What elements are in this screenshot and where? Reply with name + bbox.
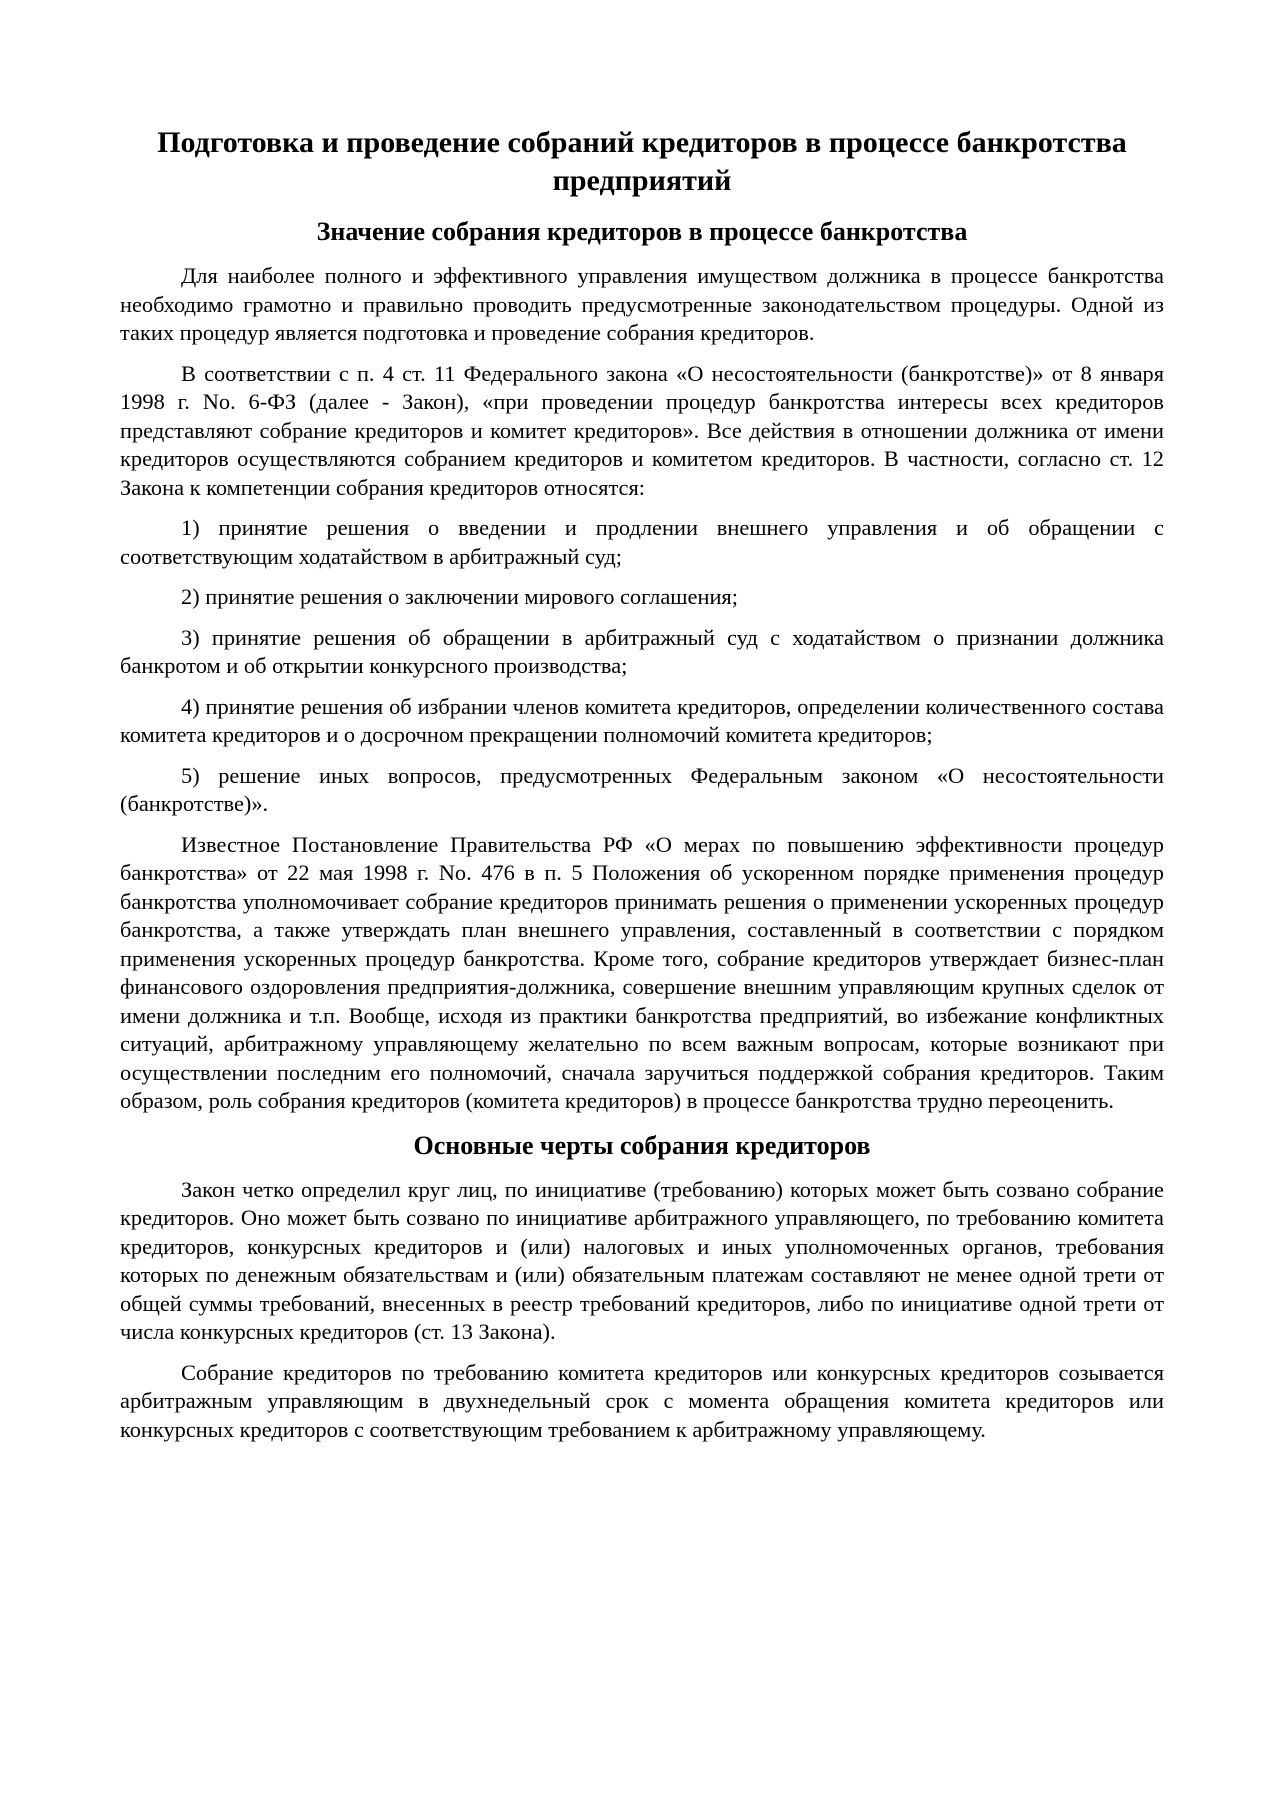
section-heading-main-features: Основные черты собрания кредиторов	[413, 1130, 871, 1160]
paragraph: Собрание кредиторов по требованию комитета кредиторов или конкурсных кредиторов созывается арбитражным управляющим в двухнедельный срок с момента обращения комитета кредиторов или конкурсных кредиторов с соответствующим требованием к арбитражному управляющему.	[120, 1359, 1164, 1442]
list-item: 1) принятие решения о введении и продлении внешнего управления и об обращении с соответствующим ходатайством в арбитражный суд;	[120, 515, 1164, 569]
list-item: 3) принятие решения об обращении в арбитражный суд с ходатайством о признании должника банкротом и об открытии конкурсного производства;	[120, 624, 1164, 678]
paragraph: В соответствии с п. 4 ст. 11 Федерального закона «О несостоятельности (банкротстве)» от 8 января 1998 г. No. 6-ФЗ (далее - Закон), «при проведении процедур банкротства интересы всех кредиторов представляют собрание кредиторов и комитет кредиторов». Все действия в отношении должника от имени кредиторов осуществляются собранием кредиторов и комитетом кредиторов. В частности, согласно ст. 12 Закона к компетенции собрания кредиторов относятся:	[120, 360, 1164, 500]
list-item: 2) принятие решения о заключении мирового соглашения;	[181, 584, 738, 609]
section-heading-significance: Значение собрания кредиторов в процессе банкротства	[316, 217, 968, 246]
paragraph: Известное Постановление Правительства РФ «О мерах по повышению эффективности процедур банкротства» от 22 мая 1998 г. No. 476 в п. 5 Положения об ускоренном порядке применения процедур банкротства уполномочивает собрание кредиторов принимать решения о применении ускоренных процедур банкротства, а также утверждать план внешнего управления, составленный в соответствии с порядком применения ускоренных процедур банкротства. Кроме того, собрание кредиторов утверждает бизнес-план финансового оздоровления предприятия-должника, совершение внешним управляющим крупных сделок от имени должника и т.п. Вообще, исходя из практики банкротства предприятий, во избежание конфликтных ситуаций, арбитражному управляющему желательно по всем важным вопросам, которые возникают при осуществлении последним его полномочий, сначала заручиться поддержкой собрания кредиторов. Таким образом, роль собрания кредиторов (комитета кредиторов) в процессе банкротства трудно переоценить.	[120, 831, 1164, 1113]
document-title: Подготовка и проведение собраний кредиторов в процессе банкротства предприятий	[157, 126, 1127, 197]
list-item: 5) решение иных вопросов, предусмотренных Федеральным законом «О несостоятельности (банкротстве)».	[120, 762, 1164, 816]
paragraph: Для наиболее полного и эффективного управления имуществом должника в процессе банкротства необходимо грамотно и правильно проводить предусмотренные законодательством процедуры. Одной из таких процедур является подготовка и проведение собрания кредиторов.	[120, 263, 1164, 345]
list-item: 4) принятие решения об избрании членов комитета кредиторов, определении количественного состава комитета кредиторов и о досрочном прекращении полномочий комитета кредиторов;	[120, 693, 1164, 747]
paragraph: Закон четко определил круг лиц, по инициативе (требованию) которых может быть созвано собрание кредиторов. Оно может быть созвано по инициативе арбитражного управляющего, по требованию комитета кредиторов, конкурсных кредиторов и (или) налоговых и иных уполномоченных органов, требования которых по денежным обязательствам и (или) обязательным платежам составляют не менее одной трети от общей суммы требований, внесенных в реестр требований кредиторов, либо по инициативе одной трети от числа конкурсных кредиторов (ст. 13 Закона).	[120, 1176, 1164, 1344]
